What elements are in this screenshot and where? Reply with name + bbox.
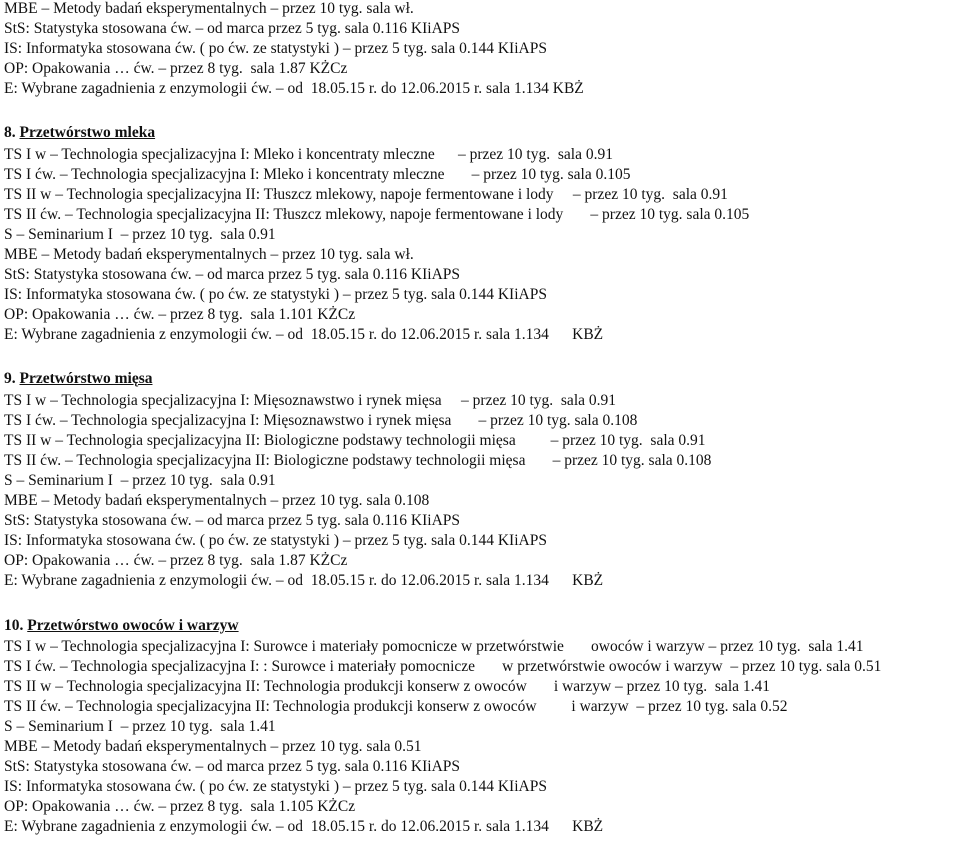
schedule-line: TS I ćw. – Technologia specjalizacyjna I: Mięsoznawstwo i rynek mięsa – przez 10 tyg. sala 0.108	[4, 412, 638, 429]
schedule-line: IS: Informatyka stosowana ćw. ( po ćw. ze statystyki ) – przez 5 tyg. sala 0.144 KIiAPS	[4, 286, 547, 303]
schedule-line: E: Wybrane zagadnienia z enzymologii ćw. – od 18.05.15 r. do 12.06.2015 r. sala 1.134 KBŻ	[4, 326, 604, 343]
schedule-line: TS II w – Technologia specjalizacyjna II: Biologiczne podstawy technologii mięsa – przez 10 tyg. sala 0.91	[4, 432, 706, 449]
schedule-line: MBE – Metody badań eksperymentalnych – przez 10 tyg. sala wł.	[4, 0, 414, 17]
schedule-line: MBE – Metody badań eksperymentalnych – przez 10 tyg. sala 0.108	[4, 492, 430, 509]
schedule-line: S – Seminarium I – przez 10 tyg. sala 0.91	[4, 472, 276, 489]
schedule-line: TS II ćw. – Technologia specjalizacyjna II: Technologia produkcji konserw z owoców i warzyw – przez 10 tyg. sala 0.52	[4, 698, 788, 715]
section-title: Przetwórstwo mięsa	[19, 370, 153, 387]
schedule-line: IS: Informatyka stosowana ćw. ( po ćw. ze statystyki ) – przez 5 tyg. sala 0.144 KIiAPS	[4, 40, 547, 57]
schedule-line: StS: Statystyka stosowana ćw. – od marca przez 5 tyg. sala 0.116 KIiAPS	[4, 758, 461, 775]
schedule-line: OP: Opakowania … ćw. – przez 8 tyg. sala 1.101 KŻCz	[4, 306, 356, 323]
schedule-line: MBE – Metody badań eksperymentalnych – przez 10 tyg. sala wł.	[4, 246, 414, 263]
schedule-line: StS: Statystyka stosowana ćw. – od marca przez 5 tyg. sala 0.116 KIiAPS	[4, 266, 461, 283]
schedule-line: StS: Statystyka stosowana ćw. – od marca przez 5 tyg. sala 0.116 KIiAPS	[4, 20, 461, 37]
schedule-line: TS I w – Technologia specjalizacyjna I: Surowce i materiały pomocnicze w przetwórstwie owoców i warzyw – przez 10 tyg. sala 1.41	[4, 638, 864, 655]
schedule-line: TS I ćw. – Technologia specjalizacyjna I: : Surowce i materiały pomocnicze w przetwórstwie owoców i warzyw – przez 10 tyg. sala 0.51	[4, 658, 882, 675]
schedule-line: TS I w – Technologia specjalizacyjna I: Mięsoznawstwo i rynek mięsa – przez 10 tyg. sala 0.91	[4, 392, 617, 409]
schedule-line: E: Wybrane zagadnienia z enzymologii ćw. – od 18.05.15 r. do 12.06.2015 r. sala 1.134 KBŻ	[4, 80, 584, 97]
section-number: 9.	[4, 370, 16, 387]
section-number: 8.	[4, 124, 16, 141]
section-heading-8	[4, 124, 155, 142]
schedule-line: E: Wybrane zagadnienia z enzymologii ćw. – od 18.05.15 r. do 12.06.2015 r. sala 1.134 KBŻ	[4, 818, 604, 835]
section-title: Przetwórstwo mleka	[19, 124, 156, 141]
schedule-line: OP: Opakowania … ćw. – przez 8 tyg. sala 1.87 KŻCz	[4, 60, 348, 77]
schedule-line: S – Seminarium I – przez 10 tyg. sala 1.41	[4, 718, 276, 735]
schedule-line: StS: Statystyka stosowana ćw. – od marca przez 5 tyg. sala 0.116 KIiAPS	[4, 512, 461, 529]
schedule-line: OP: Opakowania … ćw. – przez 8 tyg. sala 1.105 KŻCz	[4, 798, 356, 815]
schedule-line: E: Wybrane zagadnienia z enzymologii ćw. – od 18.05.15 r. do 12.06.2015 r. sala 1.134 KBŻ	[4, 572, 604, 589]
section-title: Przetwórstwo owoców i warzyw	[27, 617, 239, 634]
section-heading-10	[4, 617, 239, 635]
schedule-line: TS II ćw. – Technologia specjalizacyjna II: Tłuszcz mlekowy, napoje fermentowane i lody – przez 10 tyg. sala 0.105	[4, 206, 750, 223]
schedule-line: MBE – Metody badań eksperymentalnych – przez 10 tyg. sala 0.51	[4, 738, 422, 755]
schedule-line: TS II w – Technologia specjalizacyjna II: Tłuszcz mlekowy, napoje fermentowane i lody – przez 10 tyg. sala 0.91	[4, 186, 728, 203]
schedule-line: S – Seminarium I – przez 10 tyg. sala 0.91	[4, 226, 276, 243]
schedule-line: TS I w – Technologia specjalizacyjna I: Mleko i koncentraty mleczne – przez 10 tyg. sala 0.91	[4, 146, 613, 163]
schedule-line: TS II ćw. – Technologia specjalizacyjna II: Biologiczne podstawy technologii mięsa – przez 10 tyg. sala 0.108	[4, 452, 712, 469]
schedule-line: IS: Informatyka stosowana ćw. ( po ćw. ze statystyki ) – przez 5 tyg. sala 0.144 KIiAPS	[4, 532, 547, 549]
schedule-line: TS I ćw. – Technologia specjalizacyjna I: Mleko i koncentraty mleczne – przez 10 tyg. sala 0.105	[4, 166, 631, 183]
schedule-line: IS: Informatyka stosowana ćw. ( po ćw. ze statystyki ) – przez 5 tyg. sala 0.144 KIiAPS	[4, 778, 547, 795]
schedule-line: TS II w – Technologia specjalizacyjna II: Technologia produkcji konserw z owoców i warzyw – przez 10 tyg. sala 1.41	[4, 678, 771, 695]
section-number: 10.	[4, 617, 24, 634]
section-heading-9	[4, 370, 152, 388]
schedule-line: OP: Opakowania … ćw. – przez 8 tyg. sala 1.87 KŻCz	[4, 552, 348, 569]
